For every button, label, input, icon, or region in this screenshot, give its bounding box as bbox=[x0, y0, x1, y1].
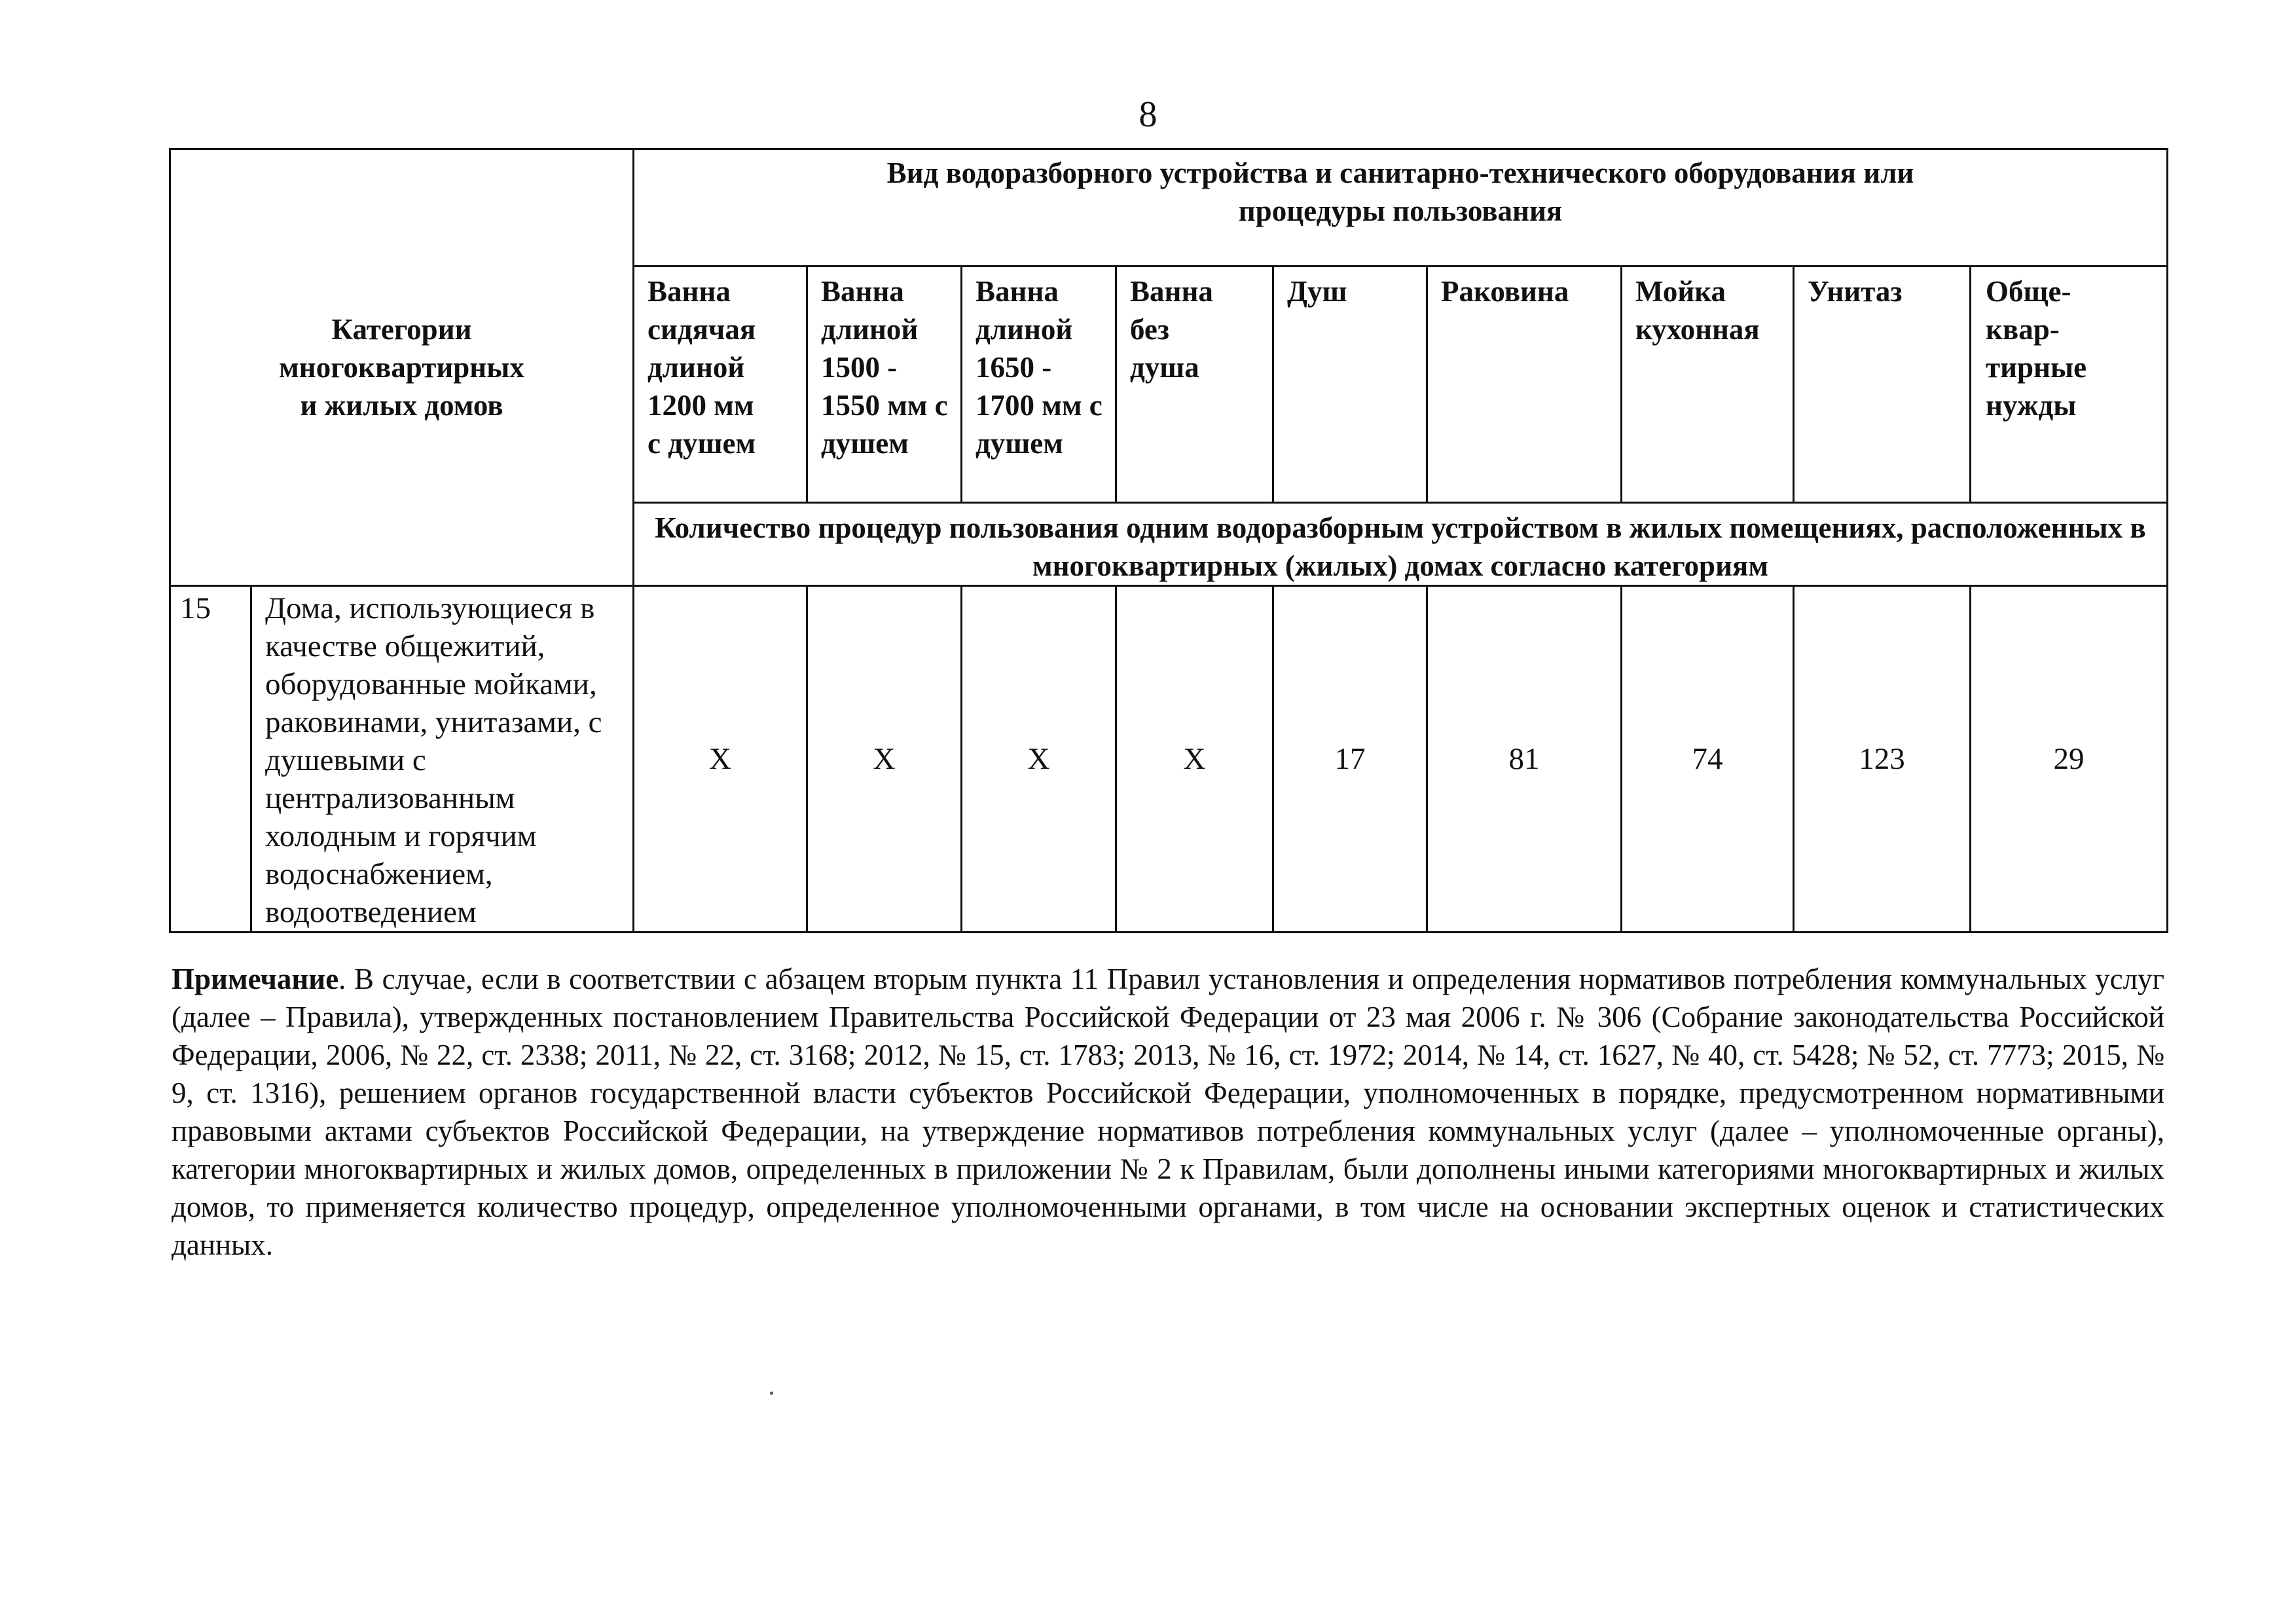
note-text: . В случае, если в соответствии с абзацем вторым пункта 11 Правил установления и определения нормативов потребления коммунальных услуг (далее – Правила), утвержденных постановлением Правительства Российской Федерации от 23 мая 2006 г. № 306 (Собрание законодательства Российской Федерации, 2006, № 22, ст. 2338; 2011, № 22, ст. 3168; 2012, № 15, ст. 1783; 2013, № 16, ст. 1972; 2014, № 14, ст. 1627, № 40, ст. 5428; № 52, ст. 7773; 2015, № 9, ст. 1316), решением органов государственной власти субъектов Российской Федерации, уполномоченных в порядке, предусмотренном нормативными правовыми актами субъектов Российской Федерации, на утверждение нормативов потребления коммунальных услуг (далее – уполномоченные органы), категории многоквартирных и жилых домов, определенных в приложении № 2 к Правилам, были дополнены иными категориями многоквартирных и жилых домов, то применяется количество процедур, определенное уполномоченными органами, в том числе на основании экспертных оценок и статистических данных. bbox=[172, 963, 2164, 1261]
category-header bbox=[170, 149, 634, 586]
table-cell: 74 bbox=[1622, 586, 1794, 932]
table-cell: 123 bbox=[1794, 586, 1971, 932]
equipment-group-header-text: Вид водоразборного устройства и санитарно-технического оборудования или процедуры пользования bbox=[886, 157, 1914, 227]
column-header-text: Унитаз bbox=[1808, 275, 1903, 308]
table-cell: X bbox=[634, 586, 807, 932]
column-header bbox=[1427, 267, 1622, 503]
column-header-text: Мойка кухонная bbox=[1635, 275, 1760, 346]
column-header bbox=[1794, 267, 1971, 503]
table-cell: X bbox=[1116, 586, 1273, 932]
equipment-group-header bbox=[634, 149, 2168, 267]
column-header-text: Ванна длиной 1500 - 1550 мм с душем bbox=[821, 275, 948, 460]
quantity-header-text: Количество процедур пользования одним водоразборным устройством в жилых помещениях, расположенных в многоквартирных (жилых) домах согласно категориям bbox=[655, 511, 2146, 582]
column-header-text: Раковина bbox=[1441, 275, 1569, 308]
footnote bbox=[172, 960, 2164, 1264]
column-header-text: Ванна сидячая длиной 1200 мм с душем bbox=[647, 275, 756, 460]
table-cell: 81 bbox=[1427, 586, 1622, 932]
table-cell: X bbox=[807, 586, 962, 932]
column-header bbox=[1622, 267, 1794, 503]
category-header-text: Категории многоквартирных и жилых домов bbox=[279, 313, 524, 422]
consumption-norms-table bbox=[169, 148, 2168, 933]
table-cell: 17 bbox=[1273, 586, 1427, 932]
column-header bbox=[962, 267, 1116, 503]
column-header bbox=[1273, 267, 1427, 503]
table-row bbox=[170, 586, 2168, 932]
column-header-text: Обще- квар- тирные нужды bbox=[1986, 275, 2087, 422]
column-header bbox=[634, 267, 807, 503]
column-header-text: Ванна длиной 1650 - 1700 мм с душем bbox=[975, 275, 1102, 460]
column-header bbox=[807, 267, 962, 503]
row-number: 15 bbox=[170, 586, 251, 932]
column-header-text: Ванна без душа bbox=[1130, 275, 1213, 384]
table-cell: X bbox=[962, 586, 1116, 932]
table-cell: 29 bbox=[1971, 586, 2168, 932]
quantity-header bbox=[634, 503, 2168, 586]
row-category bbox=[251, 586, 634, 932]
column-header bbox=[1971, 267, 2168, 503]
scan-speck bbox=[770, 1392, 773, 1395]
row-category-text: Дома, использующиеся в качестве общежитий, оборудованные мойками, раковинами, унитазами, с душевыми с централизованным холодным и горячим водоснабжением, водоотведением bbox=[265, 591, 602, 929]
column-header bbox=[1116, 267, 1273, 503]
note-label: Примечание bbox=[172, 963, 339, 995]
header-row-group bbox=[170, 149, 2168, 267]
column-header-text: Душ bbox=[1287, 275, 1347, 308]
page-number: 8 bbox=[1139, 94, 1157, 135]
